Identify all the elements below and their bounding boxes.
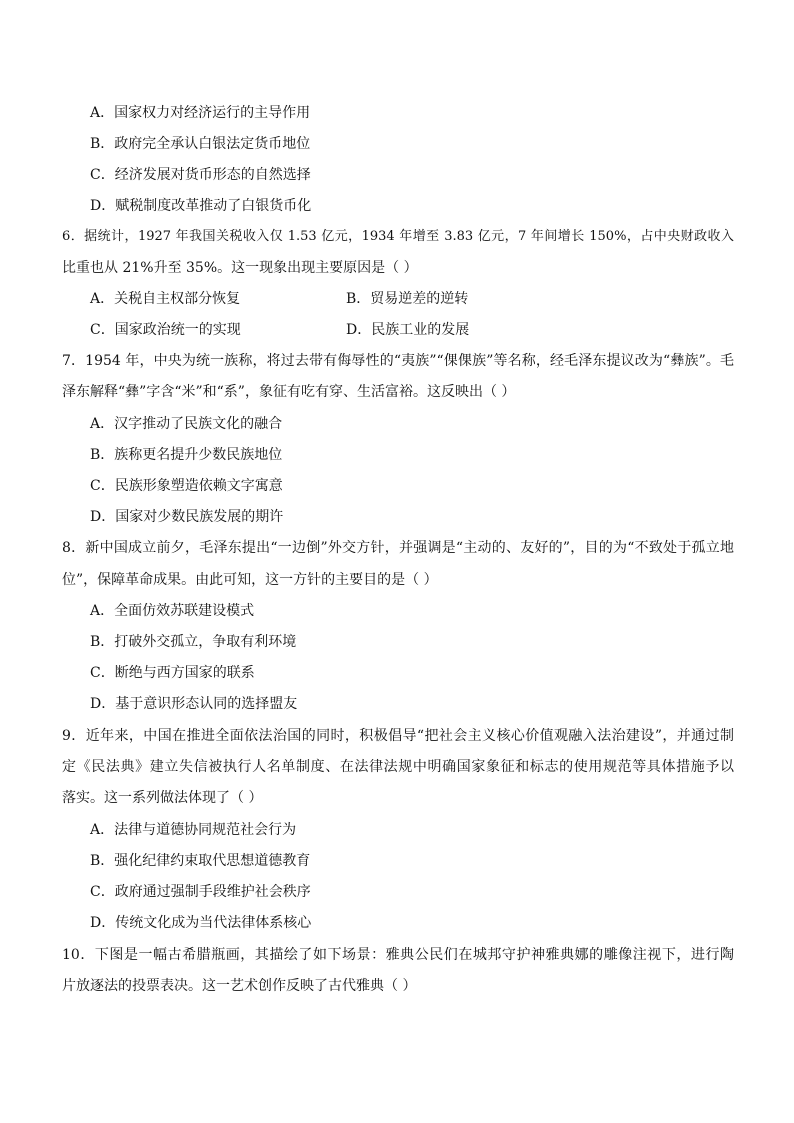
q6-stem-line-2: 比重也从 21%升至 35%。这一现象出现主要原因是（ ） [62, 260, 418, 276]
q6-option-c: C．国家政治统一的实现 [90, 322, 241, 338]
q8-option-d: D．基于意识形态认同的选择盟友 [90, 696, 298, 712]
q5-option-b: B．政府完全承认白银法定货币地位 [90, 136, 311, 152]
q6-option-b: B．贸易逆差的逆转 [346, 291, 469, 307]
q9-option-a: A．法律与道德协同规范社会行为 [90, 822, 297, 838]
q6-option-a: A．关税自主权部分恢复 [90, 291, 241, 307]
q9-stem-line-3: 落实。这一系列做法体现了（ ） [62, 790, 263, 806]
q9-option-c: C．政府通过强制手段维护社会秩序 [90, 884, 311, 900]
q9-option-b: B．强化纪律约束取代思想道德教育 [90, 853, 311, 869]
q7-option-d: D．国家对少数民族发展的期许 [90, 509, 284, 525]
q5-option-a: A．国家权力对经济运行的主导作用 [90, 105, 311, 121]
q7-stem-line-1: 7．1954 年，中央为统一族称，将过去带有侮辱性的“夷族”“倮倮族”等名称，经毛泽东提议改为“彝族”。毛 [62, 353, 734, 369]
q9-stem-line-1: 9．近年来，中国在推进全面依法治国的同时，积极倡导“把社会主义核心价值观融入法治建设”，并通过制 [62, 728, 734, 744]
q8-stem-line-2: 位”，保障革命成果。由此可知，这一方针的主要目的是（ ） [62, 572, 438, 588]
q8-option-c: C．断绝与西方国家的联系 [90, 665, 255, 681]
q7-stem-line-2: 泽东解释“彝”字含“米”和“系”，象征有吃有穿、生活富裕。这反映出（ ） [62, 384, 516, 400]
q8-stem-line-1: 8．新中国成立前夕，毛泽东提出“一边倒”外交方针，并强调是“主动的、友好的”，目的为“不致处于孤立地 [62, 540, 734, 556]
q10-stem-line-1: 10．下图是一幅古希腊瓶画，其描绘了如下场景：雅典公民们在城邦守护神雅典娜的雕像注视下，进行陶 [62, 947, 734, 963]
q7-option-c: C．民族形象塑造依赖文字寓意 [90, 478, 283, 494]
q8-option-b: B．打破外交孤立，争取有利环境 [90, 634, 297, 650]
q8-option-a: A．全面仿效苏联建设模式 [90, 603, 255, 619]
q6-stem-line-1: 6．据统计，1927 年我国关税收入仅 1.53 亿元，1934 年增至 3.83 亿元，7 年间增长 150%，占中央财政收入 [62, 229, 734, 244]
q7-option-b: B．族称更名提升少数民族地位 [90, 447, 283, 463]
q9-stem-line-2: 定《民法典》建立失信被执行人名单制度、在法律法规中明确国家象征和标志的使用规范等具体措施予以 [62, 759, 734, 775]
q5-option-c: C．经济发展对货币形态的自然选择 [90, 167, 311, 183]
q6-option-d: D．民族工业的发展 [346, 322, 470, 338]
q5-option-d: D．赋税制度改革推动了白银货币化 [90, 198, 312, 214]
q7-option-a: A．汉字推动了民族文化的融合 [90, 416, 283, 432]
q9-option-d: D．传统文化成为当代法律体系核心 [90, 915, 312, 931]
q10-stem-line-2: 片放逐法的投票表决。这一艺术创作反映了古代雅典（ ） [62, 978, 417, 994]
